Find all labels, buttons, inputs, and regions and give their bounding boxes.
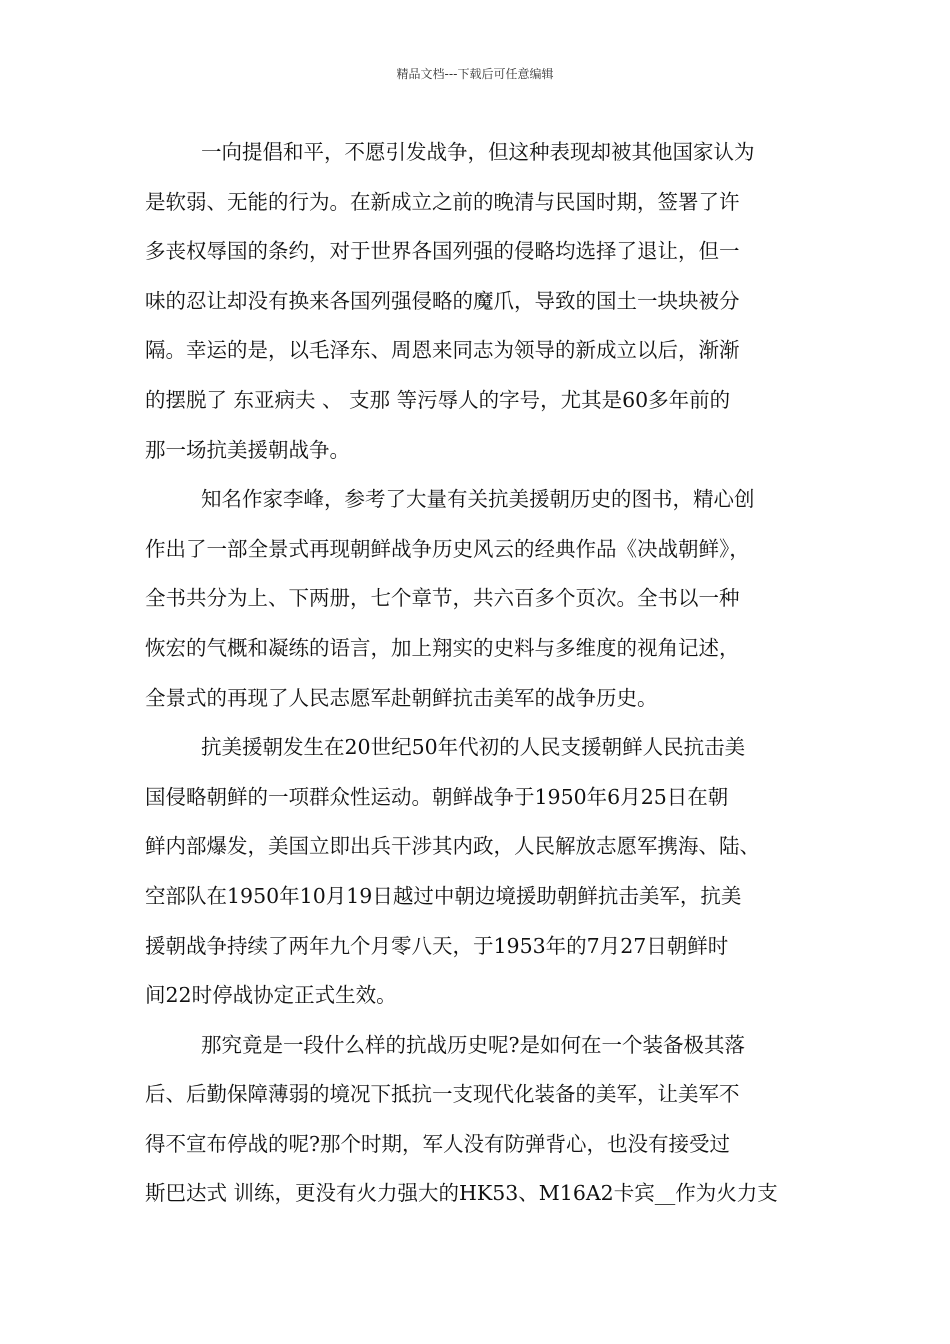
text-line: 间22时停战协定正式生效。 (145, 983, 397, 1008)
text-line: 抗美援朝发生在20世纪50年代初的人民支援朝鲜人民抗击美 (201, 735, 746, 760)
text-line: 隔。幸运的是，以毛泽东、周恩来同志为领导的新成立以后，渐渐 (145, 338, 740, 363)
paragraph (145, 477, 815, 725)
document-body (145, 130, 815, 1221)
text-line: 全书共分为上、下两册，七个章节，共六百多个页次。全书以一种 (145, 586, 740, 611)
text-line: 一向提倡和平，不愿引发战争，但这种表现却被其他国家认为 (201, 140, 755, 164)
text-line: 的摆脱了 东亚病夫 、 支那 等污辱人的字号，尤其是60多年前的 (145, 387, 731, 412)
text-line: 鲜内部爆发，美国立即出兵干涉其内政，人民解放志愿军携海、陆、 (145, 834, 760, 859)
text-line: 多丧权辱国的条约，对于世界各国列强的侵略均选择了退让，但一 (145, 239, 740, 264)
paragraph (145, 1023, 815, 1221)
text-line: 国侵略朝鲜的一项群众性运动。朝鲜战争于1950年6月25日在朝 (145, 784, 729, 809)
paragraph (145, 130, 815, 477)
text-line: 那一场抗美援朝战争。 (145, 437, 350, 462)
text-line: 全景式的再现了人民志愿军赴朝鲜抗击美军的战争历史。 (145, 685, 658, 710)
text-line: 得不宣布停战的呢?那个时期，军人没有防弹背心，也没有接受过 (145, 1131, 730, 1156)
text-line: 是软弱、无能的行为。在新成立之前的晚清与民国时期，签署了许 (145, 189, 740, 214)
text-line: 作出了一部全景式再现朝鲜战争历史风云的经典作品《决战朝鲜》， (145, 536, 750, 561)
text-line: 斯巴达式 训练，更没有火力强大的HK53、M16A2卡宾__作为火力支 (145, 1181, 778, 1206)
text-line: 恢宏的气概和凝练的语言，加上翔实的史料与多维度的视角记述， (145, 635, 740, 660)
text-line: 援朝战争持续了两年九个月零八天，于1953年的7月27日朝鲜时 (145, 933, 729, 958)
text-line: 味的忍让却没有换来各国列强侵略的魔爪，导致的国土一块块被分 (145, 288, 740, 313)
text-line: 知名作家李峰，参考了大量有关抗美援朝历史的图书，精心创 (201, 487, 755, 512)
text-line: 空部队在1950年10月19日越过中朝边境援助朝鲜抗击美军，抗美 (145, 883, 742, 908)
text-line: 那究竟是一段什么样的抗战历史呢?是如何在一个装备极其落 (201, 1032, 745, 1057)
text-line: 后、后勤保障薄弱的境况下抵抗一支现代化装备的美军，让美军不 (145, 1082, 740, 1107)
paragraph (145, 725, 815, 1023)
page-header: 精品文档---下载后可任意编辑 (396, 67, 554, 81)
